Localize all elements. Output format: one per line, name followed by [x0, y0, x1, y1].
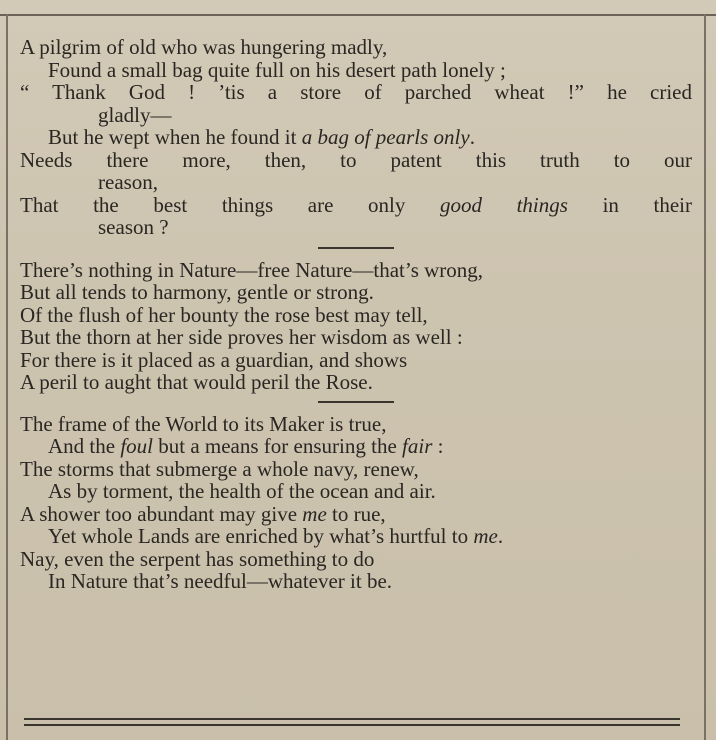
poem-emphasis: foul: [120, 434, 153, 458]
stanza-2: [20, 259, 692, 394]
section-separator: [318, 247, 394, 249]
poem-line: But all tends to harmony, gentle or strong.: [20, 280, 374, 304]
poem-line: [20, 126, 692, 149]
poem-line: For there is it placed as a guardian, and shows: [20, 347, 408, 372]
poem-line: A peril to aught that would peril the Rose.: [20, 370, 373, 394]
poem-line: Nay, even the serpent has something to do: [20, 546, 375, 571]
poem-line: [20, 525, 692, 548]
poem-line: reason,: [98, 170, 159, 194]
section-separator: [318, 401, 394, 403]
poem-text: :: [432, 434, 444, 458]
poem-text: in their: [567, 192, 693, 217]
poem-emphasis: a bag of pearls only: [301, 125, 470, 149]
end-rule-line: [24, 724, 680, 726]
poem-line: Of the flush of her bounty the rose best may tell,: [20, 302, 428, 327]
stanza-3: [20, 413, 692, 593]
poem-line: The frame of the World to its Maker is true,: [20, 411, 387, 436]
poem-text: Yet whole Lands are enriched by what’s hurtful to: [48, 524, 474, 548]
poem-line: [20, 435, 692, 458]
poem-text: .: [469, 125, 475, 149]
right-column-rule: [704, 14, 706, 740]
poem-line: Found a small bag quite full on his desert path lonely ;: [48, 57, 506, 82]
poem-line: A pilgrim of old who was hungering madly,: [20, 35, 388, 59]
poem-line: There’s nothing in Nature—free Nature—that’s wrong,: [20, 257, 484, 282]
poem-line: [20, 194, 692, 217]
poem-line: “ Thank God ! ’tis a store of parched wheat !” he cried: [20, 80, 692, 104]
poem-line: Needs there more, then, to patent this truth to our: [20, 147, 692, 172]
poem-text: And the: [48, 434, 121, 458]
poem-emphasis: me: [302, 501, 327, 526]
poem-column: [20, 36, 692, 593]
poem-emphasis: fair: [402, 434, 433, 458]
poem-line: In Nature that’s needful—whatever it be.: [48, 569, 393, 593]
end-double-rule: [24, 718, 680, 730]
poem-emphasis: me: [473, 524, 498, 548]
poem-line: season ?: [98, 215, 169, 239]
poem-line: gladly—: [98, 102, 172, 127]
poem-line: [20, 503, 692, 526]
poem-text: That the best things are only: [20, 192, 440, 217]
poem-text: but a means for ensuring the: [153, 434, 403, 458]
poem-line: The storms that submerge a whole navy, renew,: [20, 456, 419, 481]
poem-text: to rue,: [326, 501, 386, 526]
poem-text: .: [497, 524, 504, 548]
poem-text: But he wept when he found it: [48, 125, 302, 149]
top-border-rule: [0, 14, 716, 16]
poem-text: A shower too abundant may give: [20, 501, 303, 526]
end-rule-line: [24, 718, 680, 720]
stanza-1: [20, 36, 692, 239]
poem-line: As by torment, the health of the ocean and air.: [48, 479, 436, 503]
left-column-rule: [6, 14, 8, 740]
poem-emphasis: good things: [439, 192, 568, 217]
poem-line: But the thorn at her side proves her wisdom as well :: [20, 325, 463, 349]
